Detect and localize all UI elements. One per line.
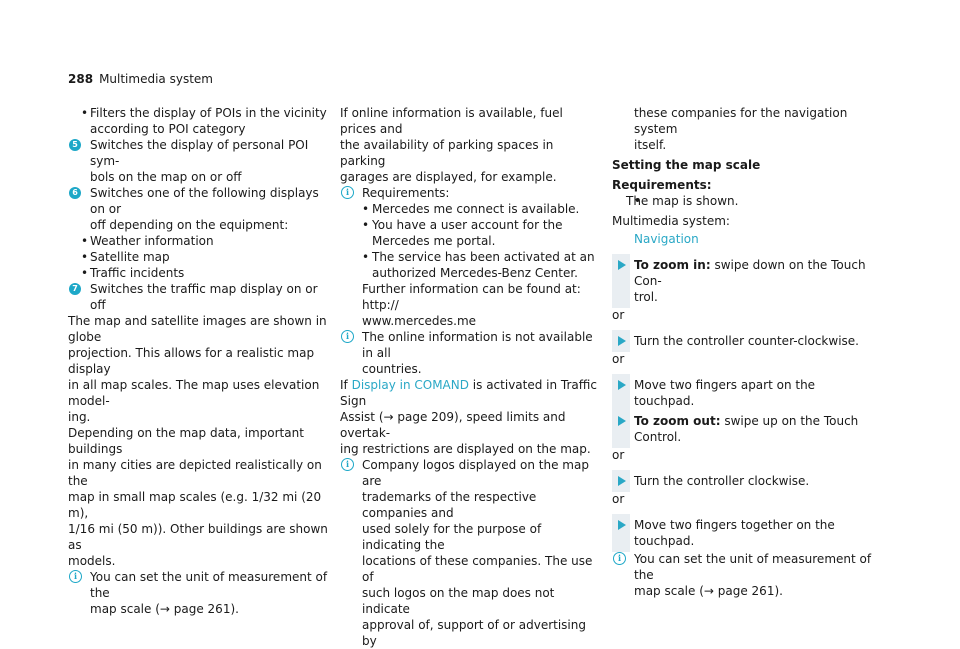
or-separator: or	[612, 308, 625, 322]
list-item: • You have a user account for the Mercedes me portal.	[340, 217, 598, 249]
menu-path-label: Multimedia system:	[612, 214, 730, 228]
paragraph: If online information is available, fuel prices and the availability of parking spaces in parking garages are displayed, for example.	[340, 106, 563, 184]
paragraph: If Display in COMAND is activated in Traffic Sign Assist (→ page 209), speed limits and overtak- ing restrictions are displayed on the map.	[340, 378, 597, 456]
info-icon: i	[341, 458, 354, 471]
step-zoom-in-touch: To zoom in: swipe down on the Touch Con- trol.	[612, 257, 874, 305]
info-icon: i	[341, 330, 354, 343]
or-separator: or	[612, 492, 625, 506]
arrow-right-icon	[618, 336, 626, 346]
callout-6-icon: 6	[69, 187, 81, 199]
requirements-label: i Requirements:	[340, 185, 598, 201]
list-item: • Filters the display of POIs in the vicinity	[68, 105, 328, 121]
display-in-comand-link[interactable]: Display in COMAND	[351, 378, 469, 392]
navigation-link[interactable]: Navigation	[634, 232, 699, 246]
list-item: • Mercedes me connect is available.	[340, 201, 598, 217]
list-item: • Weather information	[68, 233, 328, 249]
arrow-right-icon	[618, 520, 626, 530]
page-header	[68, 71, 213, 87]
note: i Company logos displayed on the map are trademarks of the respective companies and used solely for the purpose of indicating the locations of these companies. The use of such logos on the map does not indicate approval of, support of or advertising by	[340, 457, 598, 649]
paragraph: Depending on the map data, important buildings in many cities are depicted realistically on the map in small map scales (e.g. 1/32 mi (20 m), 1/16 mi (50 m)). Other buildings are shown as models.	[68, 426, 328, 568]
step-touchpad-apart: Move two fingers apart on the touchpad.	[612, 377, 874, 409]
callout-7-icon: 7	[69, 283, 81, 295]
section-heading: Setting the map scale	[612, 158, 761, 172]
note: i The online information is not available in all countries.	[340, 329, 598, 377]
requirements-label: Requirements:	[612, 178, 712, 192]
list-item-cont: according to POI category	[90, 122, 246, 136]
info-icon: i	[69, 570, 82, 583]
list-item: • Satellite map	[68, 249, 328, 265]
or-separator: or	[612, 352, 625, 366]
note: i You can set the unit of measurement of the map scale (→ page 261).	[68, 569, 328, 617]
column-1	[68, 105, 328, 617]
list-item: • The service has been activated at an authorized Mercedes-Benz Center.	[340, 249, 598, 281]
arrow-right-icon	[618, 476, 626, 486]
item-7: 7 Switches the traffic map display on or off	[68, 281, 328, 313]
page-number: 288	[68, 72, 94, 86]
list-item: • The map is shown.	[612, 193, 874, 209]
arrow-right-icon	[618, 260, 626, 270]
note-continued: these companies for the navigation system itself.	[634, 106, 848, 152]
step-controller-ccw: Turn the controller counter-clockwise.	[612, 333, 874, 349]
note: i You can set the unit of measurement of the map scale (→ page 261).	[612, 551, 874, 599]
step-touchpad-together: Move two fingers together on the touchpad.	[612, 517, 874, 549]
list-item: • Traffic incidents	[68, 265, 328, 281]
arrow-right-icon	[618, 416, 626, 426]
or-separator: or	[612, 448, 625, 462]
item-6: 6 Switches one of the following displays on or off depending on the equipment:	[68, 185, 328, 233]
column-3	[612, 105, 874, 599]
step-controller-cw: Turn the controller clockwise.	[612, 473, 874, 489]
further-info: Further information can be found at: http:// www.mercedes.me	[362, 282, 581, 328]
item-5: 5 Switches the display of personal POI sym- bols on the map on or off	[68, 137, 328, 185]
info-icon: i	[341, 186, 354, 199]
info-icon: i	[613, 552, 626, 565]
step-zoom-out-touch: To zoom out: swipe up on the Touch Control.	[612, 413, 874, 445]
arrow-right-icon	[618, 380, 626, 390]
paragraph: The map and satellite images are shown in globe projection. This allows for a realistic map display in all map scales. The map uses elevation model- ing.	[68, 314, 327, 424]
callout-5-icon: 5	[69, 139, 81, 151]
section-title: Multimedia system	[99, 72, 213, 86]
column-2	[340, 105, 598, 649]
